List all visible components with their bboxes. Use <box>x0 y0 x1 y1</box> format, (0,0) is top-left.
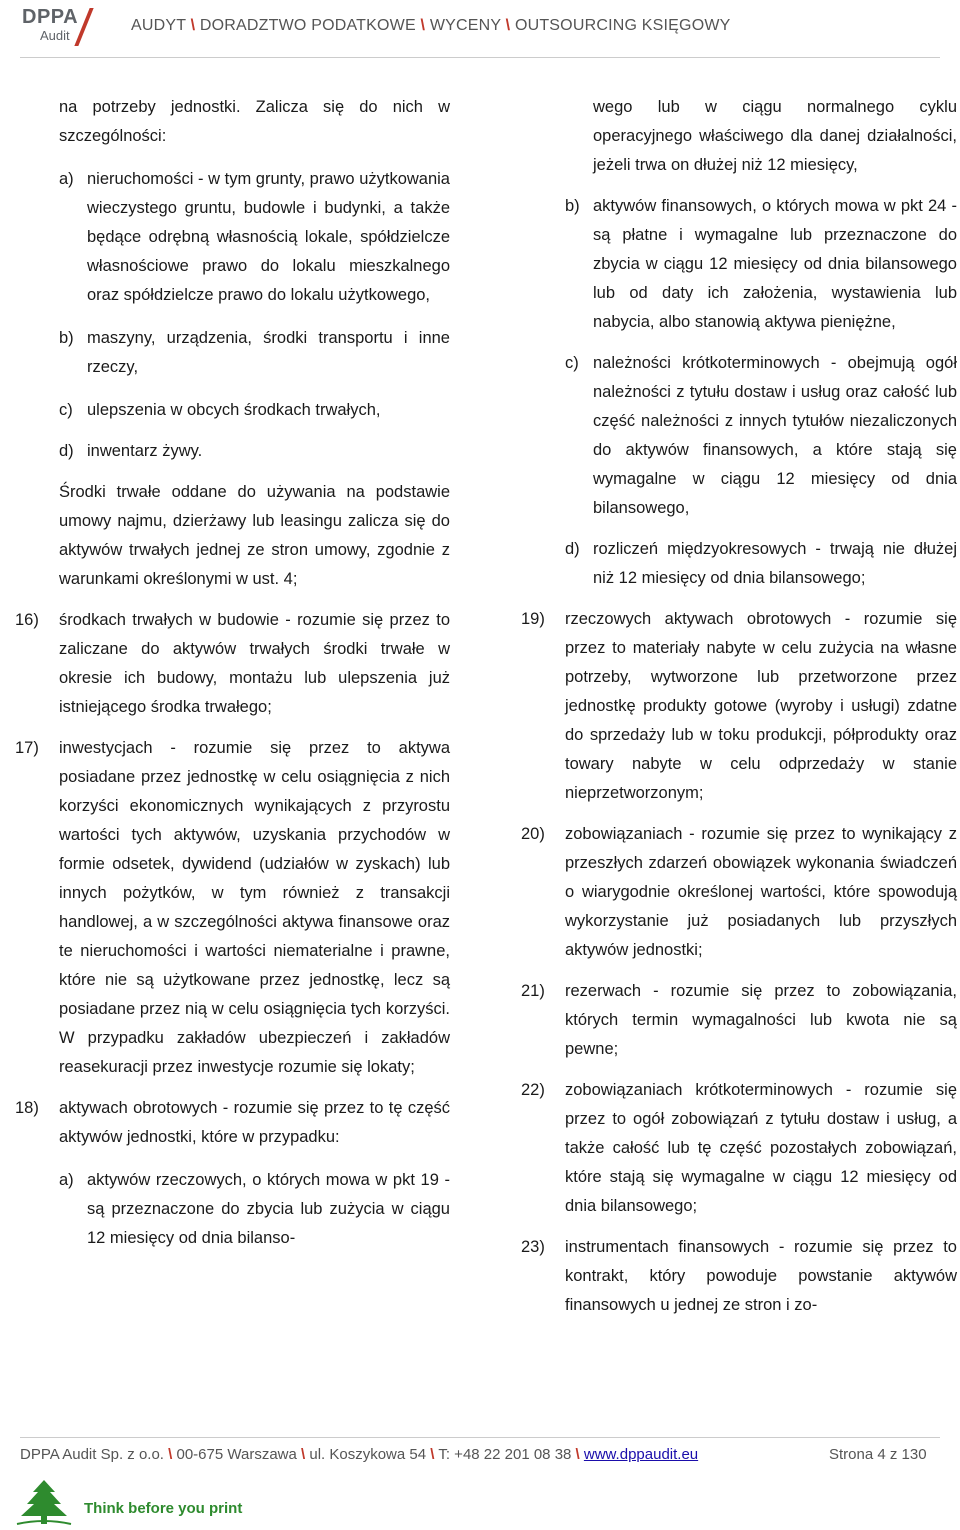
list-label: c) <box>565 354 579 372</box>
item-text: zobowiązaniach krótkoterminowych - rozumie się przez to ogół zobowiązań z tytułu dostaw i usług, a także całość lub tę część pozostałych zobowiązań, które stają się wymagalne w ciągu 12 miesięcy od dnia bilansowego; <box>565 1081 957 1215</box>
page-header <box>0 0 960 60</box>
list-text: aktywów finansowych, o których mowa w pkt 24 - są płatne i wymagalne lub przeznaczone do zbycia w ciągu 12 miesięcy od dnia bilansowego lub od daty ich założenia, wystawienia lub nabycia, albo stanowią aktywa pieniężne, <box>593 197 957 331</box>
right-column <box>521 93 957 1320</box>
website-link[interactable]: www.dppaudit.eu <box>583 1446 699 1463</box>
item-text: aktywach obrotowych - rozumie się przez to tę część aktywów jednostki, które w przypadku: <box>59 1099 450 1146</box>
footer-street: ul. Koszykowa 54 <box>309 1446 427 1463</box>
list-text: należności krótkoterminowych - obejmują ogół należności z tytułu dostaw i usług oraz całość lub część należności z innych tytułów niezaliczonych do aktywów finansowych, a które stają się wymagalne w ciągu 12 miesięcy od dnia bilansowego, <box>593 354 957 517</box>
list-item <box>59 396 450 425</box>
list-item <box>59 437 450 466</box>
numbered-item-20 <box>521 820 957 965</box>
list-label: a) <box>59 1171 74 1189</box>
list-label: c) <box>59 401 73 419</box>
list-item <box>59 1166 450 1253</box>
item-number: 16) <box>15 611 39 629</box>
footer-company: DPPA Audit Sp. z o.o. <box>20 1446 164 1463</box>
list-label: b) <box>59 329 74 347</box>
item-number: 20) <box>521 825 545 843</box>
paragraph: Środki trwałe oddane do używania na podstawie umowy najmu, dzierżawy lub leasingu zalicza się do aktywów trwałych jednej ze stron umowy, zgodnie z warunkami określonymi w ust. 4; <box>59 483 450 588</box>
item-text: rzeczowych aktywach obrotowych - rozumie się przez to materiały nabyte w celu zużycia na własne potrzeby, wytworzone lub przetworzone przez jednostkę produkty gotowe (wyroby i usługi) zdatne do sprzedaży lub w toku produkcji, półprodukty oraz towary nabyte w celu odprzedaży w stanie nieprzetworzonym; <box>565 610 957 802</box>
list-text: nieruchomości - w tym grunty, prawo użytkowania wieczystego gruntu, budowle i budynki, a także będące odrębną własnością lokale, spółdzielcze własnościowe prawo do lokalu mieszkalnego oraz spółdzielcze prawo do lokalu użytkowego, <box>87 170 450 304</box>
item-number: 23) <box>521 1238 545 1256</box>
list-label: d) <box>565 540 580 558</box>
list-label: d) <box>59 442 74 460</box>
footer-phone: T: +48 22 201 08 38 <box>438 1446 572 1463</box>
item-text: instrumentach finansowych - rozumie się przez to kontrakt, który powoduje powstanie aktywów finansowych u jednej ze stron i zo- <box>565 1238 957 1314</box>
separator: \ <box>430 1446 435 1463</box>
separator: \ <box>575 1446 580 1463</box>
continued-text: wego lub w ciągu normalnego cyklu operacyjnego właściwego dla danej działalności, jeżeli trwa on dłużej niż 12 miesięcy, <box>593 98 957 174</box>
item-number: 22) <box>521 1081 545 1099</box>
numbered-item-16 <box>15 606 450 722</box>
list-label: a) <box>59 170 74 188</box>
separator: \ <box>420 17 426 34</box>
left-column <box>15 93 450 1253</box>
services-line <box>131 17 731 35</box>
slogan-text: Think before you print <box>84 1500 243 1517</box>
item-number: 17) <box>15 739 39 757</box>
numbered-item-22 <box>521 1076 957 1221</box>
list-item <box>565 192 957 337</box>
page-number: Strona 4 z 130 <box>829 1446 927 1463</box>
list-item <box>59 324 450 382</box>
separator: \ <box>168 1446 173 1463</box>
intro-text: na potrzeby jednostki. Zalicza się do nich w szczególności: <box>59 98 450 145</box>
service-audit: AUDYT <box>131 17 186 34</box>
logo-sub-text: Audit <box>40 28 70 43</box>
numbered-item-18 <box>15 1094 450 1152</box>
numbered-item-21 <box>521 977 957 1064</box>
list-text: aktywów rzeczowych, o których mowa w pkt 19 - są przeznaczone do zbycia lub zużycia w ciągu 12 miesięcy od dnia bilanso- <box>87 1171 450 1247</box>
item-number: 21) <box>521 982 545 1000</box>
header-divider <box>20 57 940 58</box>
list-item <box>565 349 957 523</box>
service-outsourcing: OUTSOURCING KSIĘGOWY <box>514 17 731 34</box>
list-item <box>565 535 957 593</box>
service-valuation: WYCENY <box>429 17 501 34</box>
footer-address: 00-675 Warszawa <box>176 1446 297 1463</box>
list-text: inwentarz żywy. <box>87 442 203 460</box>
list-label: b) <box>565 197 580 215</box>
logo-main-text: DPPA <box>22 6 79 28</box>
separator: \ <box>190 17 196 34</box>
service-tax-advisory: DORADZTWO PODATKOWE <box>199 17 416 34</box>
separator: \ <box>301 1446 306 1463</box>
list-text: rozliczeń międzyokresowych - trwają nie dłużej niż 12 miesięcy od dnia bilansowego; <box>593 540 957 587</box>
tree-icon <box>15 1478 73 1526</box>
page-footer <box>20 1446 927 1463</box>
list-item <box>59 165 450 310</box>
list-text: ulepszenia w obcych środkach trwałych, <box>87 401 381 419</box>
list-text: maszyny, urządzenia, środki transportu i inne rzeczy, <box>87 329 450 376</box>
item-text: rezerwach - rozumie się przez to zobowiązania, których termin wymagalności lub kwota nie są pewne; <box>565 982 957 1058</box>
item-number: 18) <box>15 1099 39 1117</box>
numbered-item-19 <box>521 605 957 808</box>
numbered-item-23 <box>521 1233 957 1320</box>
item-text: inwestycjach - rozumie się przez to aktywa posiadane przez jednostkę w celu osiągnięcia z nich korzyści ekonomicznych wynikających z przyrostu wartości tych aktywów, uzyskania przychodów w formie odsetek, dywidend (udziałów w zyskach) lub innych pożytków, w tym również z transakcji handlowej, a w szczególności aktywa finansowe oraz te nieruchomości i wartości niematerialne i prawne, które nie są użytkowane przez jednostkę, lecz są posiadane przez nią w celu osiągnięcia tych korzyści. W przypadku zakładów ubezpieczeń i zakładów reasekuracji przez inwestycje rozumie się lokaty; <box>59 739 450 1076</box>
numbered-item-17 <box>15 734 450 1082</box>
dppa-logo <box>22 6 102 46</box>
item-text: środkach trwałych w budowie - rozumie się przez to zaliczane do aktywów trwałych środki trwałe w okresie ich budowy, montażu lub ulepszenia już istniejącego środka trwałego; <box>59 611 450 716</box>
separator: \ <box>505 17 511 34</box>
item-text: zobowiązaniach - rozumie się przez to wynikający z przeszłych zdarzeń obowiązek wykonania świadczeń o wiarygodnie określonej wartości, które spowodują wykorzystanie już posiadanych lub przyszłych aktywów jednostki; <box>565 825 957 959</box>
item-number: 19) <box>521 610 545 628</box>
footer-divider <box>20 1437 940 1438</box>
